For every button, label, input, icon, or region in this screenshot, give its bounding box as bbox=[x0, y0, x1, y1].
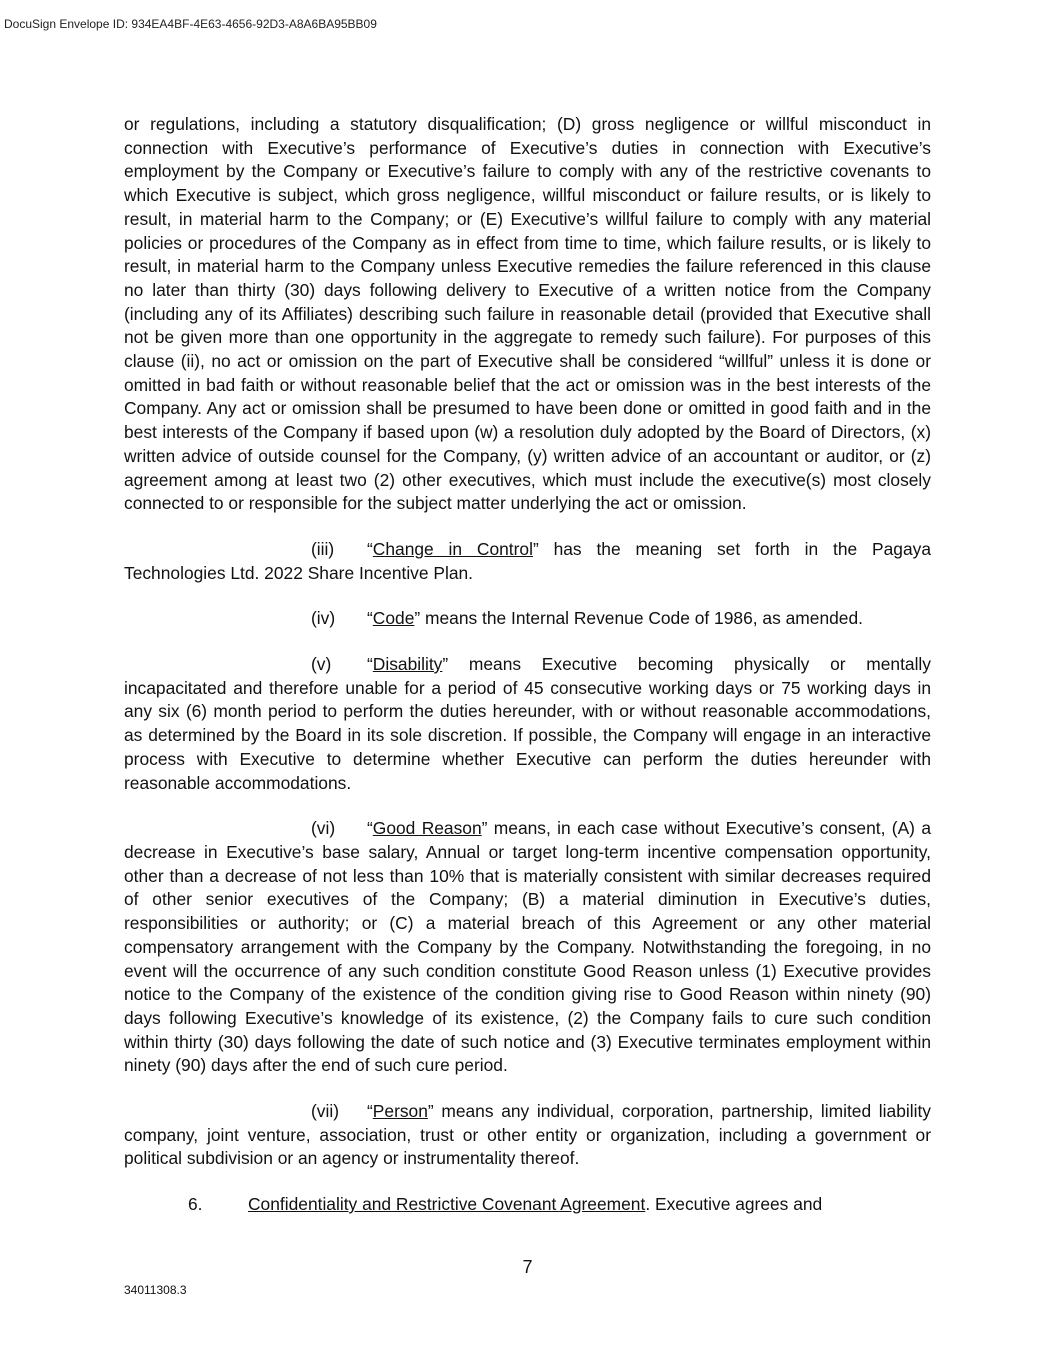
definition-person: (vii) “Person” means any individual, corporation, partnership, limited liability company, joint venture, association, trust or other entity or organization, including a government or political subdivision or an agency or instrumentality thereof. bbox=[124, 1101, 931, 1169]
envelope-id: DocuSign Envelope ID: 934EA4BF-4E63-4656-92D3-A8A6BA95BB09 bbox=[4, 17, 377, 31]
document-body bbox=[124, 113, 931, 1217]
document-id: 34011308.3 bbox=[124, 1283, 187, 1297]
section-number: 6. bbox=[188, 1194, 203, 1215]
paragraph-cause-continuation: or regulations, including a statutory disqualification; (D) gross negligence or willful misconduct in connection with Executive’s performance of Executive’s duties in connection with Executive’s employment by the Company or Executive’s failure to comply with any of the restrictive covenants to which Executive is subject, which gross negligence, willful misconduct or failure results, or is likely to result, in material harm to the Company; or (E) Executive’s willful failure to comply with any material policies or procedures of the Company as in effect from time to time, which failure results, or is likely to result, in material harm to the Company unless Executive remedies the failure referenced in this clause no later than thirty (30) days following delivery to Executive of a written notice from the Company (including any of its Affiliates) describing such failure in reasonable detail (provided that Executive shall not be given more than one opportunity in the aggregate to remedy such failure). For purposes of this clause (ii), no act or omission on the part of Executive shall be considered “willful” unless it is done or omitted in bad faith or without reasonable belief that the act or omission was in the best interests of the Company. Any act or omission shall be presumed to have been done or omitted in good faith and in the best interests of the Company if based upon (w) a resolution duly adopted by the Board of Directors, (x) written advice of outside counsel for the Company, (y) written advice of an accountant or auditor, or (z) agreement among at least two (2) other executives, which must include the executive(s) most closely connected to or responsible for the subject matter underlying the act or omission. bbox=[124, 114, 931, 514]
defined-term: Person bbox=[372, 1101, 428, 1122]
clause-number: (iii) bbox=[311, 538, 335, 559]
definition-change-in-control: (iii) “Change in Control” has the meaning set forth in the Pagaya Technologies Ltd. 2022 Share Incentive Plan. bbox=[124, 538, 931, 583]
section-6-heading: 6. Confidentiality and Restrictive Covenant Agreement. Executive agrees and bbox=[124, 1193, 931, 1217]
clause-number: (iv) bbox=[311, 608, 336, 629]
clause-number: (v) bbox=[311, 654, 332, 675]
clause-number: (vi) bbox=[311, 818, 336, 839]
definition-disability: (v) “Disability” means Executive becoming physically or mentally incapacitated and therefore unable for a period of 45 consecutive working days or 75 working days in any six (6) month period to perform the duties hereunder, with or without reasonable accommodations, as determined by the Board in its sole discretion. If possible, the Company will engage in an interactive process with Executive to determine whether Executive can perform the duties hereunder with reasonable accommodations. bbox=[124, 654, 931, 793]
defined-term: Code bbox=[372, 608, 415, 629]
defined-term: Change in Control bbox=[372, 538, 533, 559]
definition-code: (iv) “Code” means the Internal Revenue Code of 1986, as amended. bbox=[124, 607, 931, 631]
section-title: Confidentiality and Restrictive Covenant Agreement bbox=[248, 1194, 646, 1215]
definition-good-reason: (vi) “Good Reason” means, in each case without Executive’s consent, (A) a decrease in Executive’s base salary, Annual or target long-term incentive compensation opportunity, other than a decrease of not less than 10% that is materially consistent with similar decreases required of other senior executives of the Company; (B) a material diminution in Executive’s duties, responsibilities or authority; or (C) a material breach of this Agreement or any other material compensatory arrangement with the Company by the Company. Notwithstanding the foregoing, in no event will the occurrence of any such condition constitute Good Reason unless (1) Executive provides notice to the Company of the existence of the condition giving rise to Good Reason within ninety (90) days following Executive’s knowledge of its existence, (2) the Company fails to cure such condition within thirty (30) days following the date of such notice and (3) Executive terminates employment within ninety (90) days after the end of such cure period. bbox=[124, 818, 931, 1076]
clause-number: (vii) bbox=[311, 1101, 340, 1122]
defined-term: Disability bbox=[372, 654, 443, 675]
defined-term: Good Reason bbox=[372, 818, 482, 839]
page-number: 7 bbox=[522, 1257, 533, 1277]
